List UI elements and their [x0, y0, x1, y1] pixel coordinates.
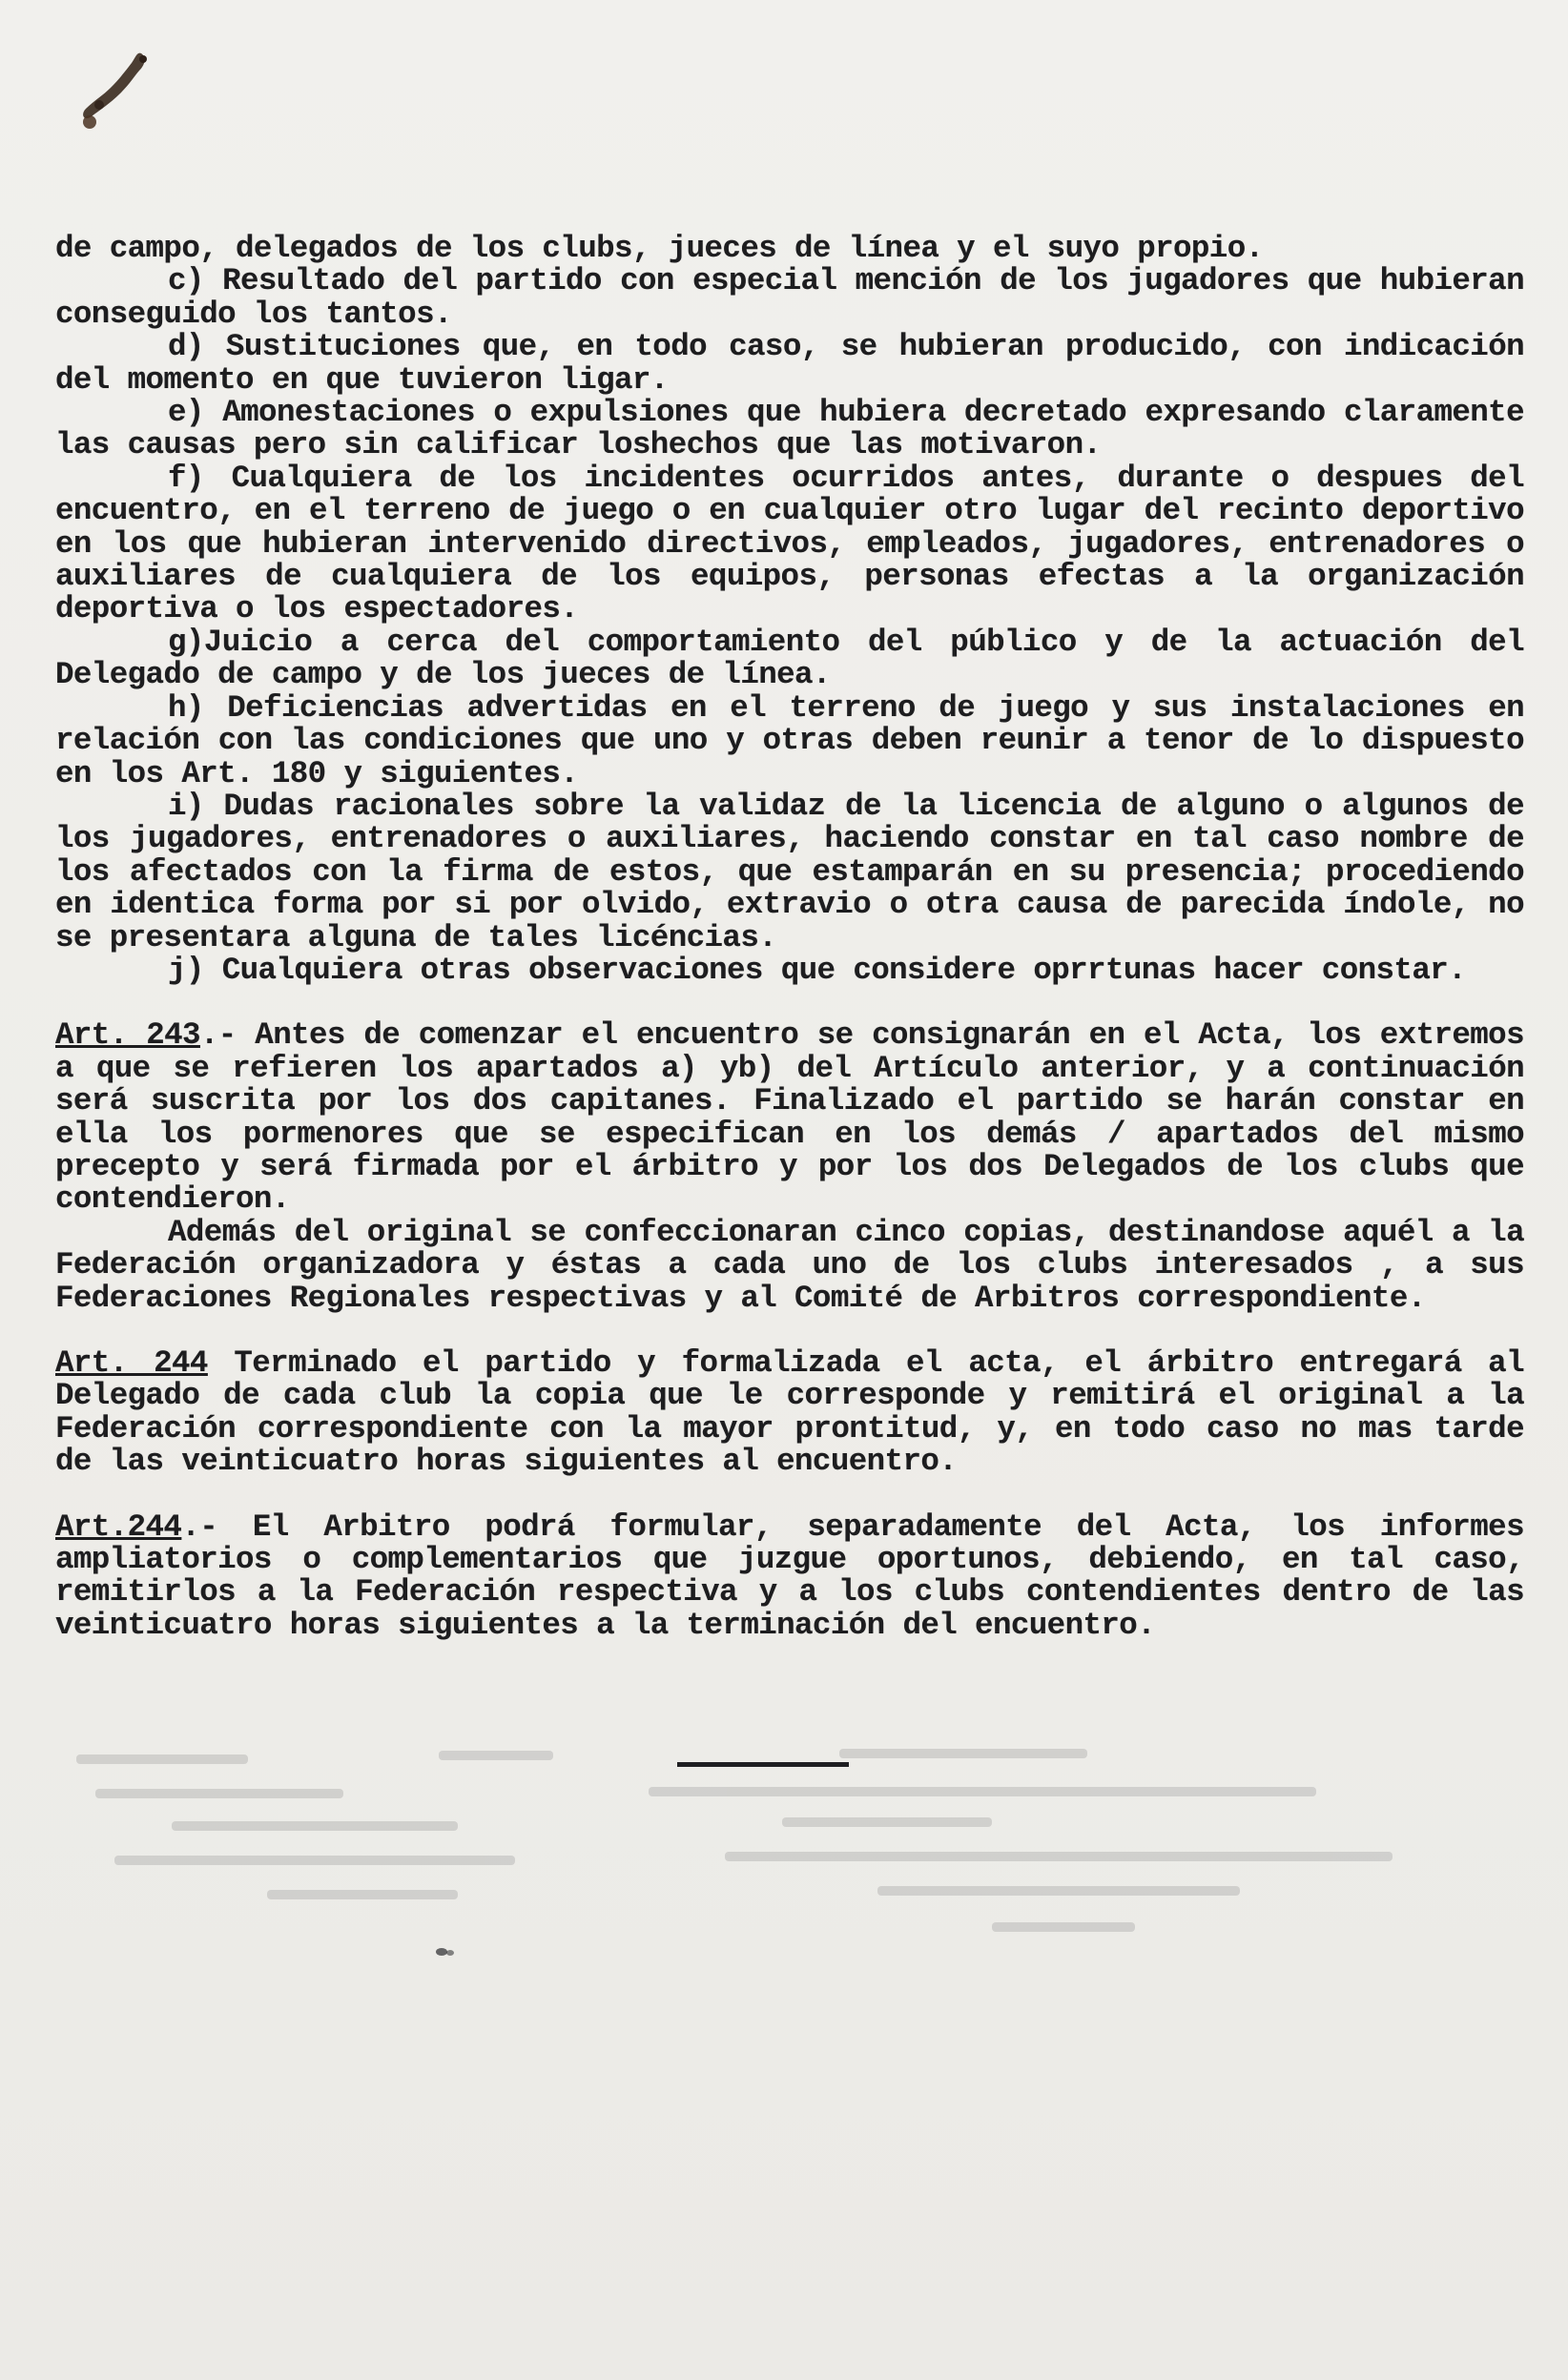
section-gap	[55, 987, 1524, 1019]
article-243-copies: Además del original se confeccionaran cinco copias, destinandose aquél a la Federación organizadora y éstas a cada uno de los clubs interesados , a sus Federaciones Regionales respectivas y al Comité de Arbitros correspondiente.	[55, 1214, 1524, 1316]
paragraph-item-f: f) Cualquiera de los incidentes ocurridos antes, durante o despues del encuentro, en el terreno de juego o en cualquier otro lugar del recinto deportivo en los que hubieran intervenido directivos, empleados, jugadores, entrenadores o auxiliares de cualquiera de los equipos, personas efectas a la organización deportiva o los espectadores.	[55, 460, 1524, 627]
paragraph-item-d: d) Sustituciones que, en todo caso, se hubieran producido, con indicación del momento en que tuvieron ligar.	[55, 329, 1524, 398]
paragraph-item-h: h) Deficiencias advertidas en el terreno de juego y sus instalaciones en relación con las condiciones que uno y otras deben reunir a tenor de lo dispuesto en los Art. 180 y siguientes.	[55, 689, 1524, 791]
article-243-label: Art. 243	[55, 1017, 200, 1054]
paragraph-item-c: c) Resultado del partido con especial mención de los jugadores que hubieran conseguido los tantos.	[55, 263, 1524, 332]
article-244-first-text: Terminado el partido y formalizada el acta, el árbitro entregará al Delegado de cada club la copia que le corresponde y remitirá el original a la Federación correspondiente con la mayor prontitud, y, en todo caso no mas tarde de las veinticuatro horas siguientes al encuentro.	[55, 1345, 1524, 1480]
article-244-second	[55, 1508, 1524, 1643]
article-244-second-label: Art.244	[55, 1508, 182, 1545]
article-244-first-label: Art. 244	[55, 1345, 208, 1381]
article-244-second-text: .- El Arbitro podrá formular, separadamente del Acta, los informes ampliatorios o complementarios que juzgue oportunos, debiendo, en tal caso, remitirlos a la Federación respectiva y a los clubs contendientes dentro de las veinticuatro horas siguientes a la terminación del encuentro.	[55, 1508, 1524, 1643]
typed-text-body	[55, 233, 1524, 1642]
article-244-first	[55, 1347, 1524, 1479]
article-243	[55, 1019, 1524, 1216]
ink-stain-mark	[74, 46, 162, 141]
ink-speck-mark	[434, 1945, 457, 1959]
section-gap	[55, 1315, 1524, 1347]
paragraph-item-g: g)Juicio a cerca del comportamiento del público y de la actuación del Delegado de campo y de los jueces de línea.	[55, 624, 1524, 693]
paragraph-p1: de campo, delegados de los clubs, jueces de línea y el suyo propio.	[55, 231, 1264, 266]
section-gap	[55, 1479, 1524, 1511]
paragraph-item-i: i) Dudas racionales sobre la validaz de la licencia de alguno o algunos de los jugadores, entrenadores o auxiliares, haciendo constar en tal caso nombre de los afectados con la firma de estos, que estamparán en su presencia; procediendo en identica forma por si por olvido, extravio o otra causa de parecida índole, no se presentara alguna de tales licéncias.	[55, 788, 1524, 955]
paragraph-item-e: e) Amonestaciones o expulsiones que hubiera decretado expresando claramente las causas pero sin calificar loshechos que las motivaron.	[55, 395, 1524, 463]
paragraph-item-j: j) Cualquiera otras observaciones que considere oprrtunas hacer constar.	[168, 952, 1467, 988]
article-243-text: .- Antes de comenzar el encuentro se consignarán en el Acta, los extremos a que se refieren los apartados a) yb) del Artículo anterior, y a continuación será suscrita por los dos capitanes. Finalizado el partido se harán constar en ella los pormenores que se especifican en los demás / apartados del mismo precepto y será firmada por el árbitro y por los dos Delegados de los clubs que contendieron.	[55, 1017, 1524, 1218]
show-through-ghost-text	[57, 1726, 1393, 1955]
